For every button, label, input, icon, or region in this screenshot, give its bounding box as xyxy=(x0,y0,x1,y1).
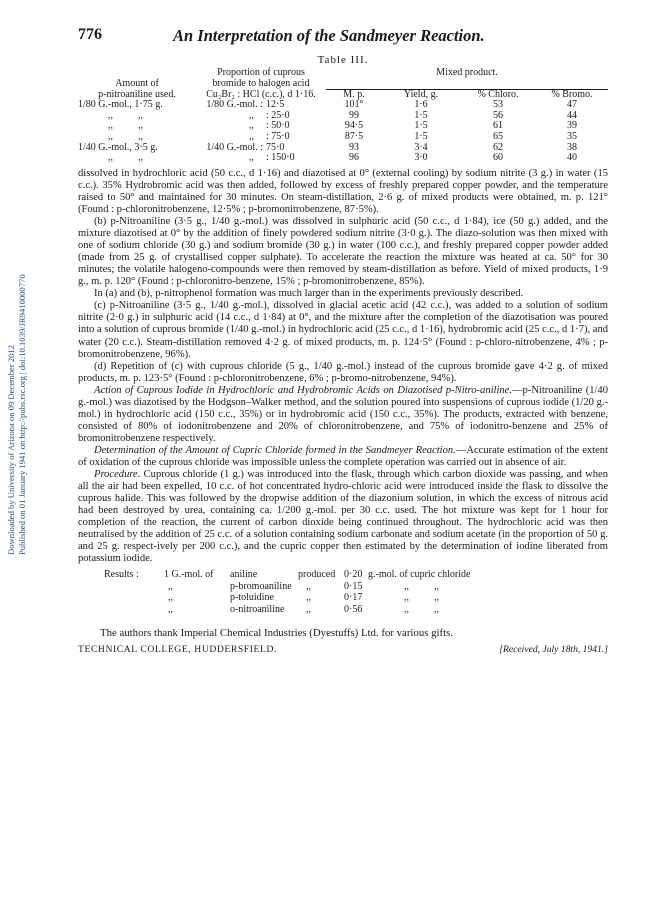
result-suffix: ,, ,, xyxy=(404,603,439,615)
cell-yield: 1·5 xyxy=(414,120,428,132)
cell-ratio: ,, xyxy=(249,152,254,164)
cell-mp: 101° xyxy=(344,99,364,111)
cell-bromo: 44 xyxy=(567,109,577,121)
cell-ratio: 1/80 G.-mol. : xyxy=(206,99,263,111)
result-verb: ,, xyxy=(306,580,311,592)
section-heading-cupric-chloride: Determination of the Amount of Cupric Chloride formed in the Sandmeyer Reaction. xyxy=(94,444,456,456)
paragraph-text: —p-Nitroaniline (1/40 g.-mol.) was diazotised by the Hodgson–Walker method, and the solution poured into suspensions of cuprous iodide (1/20 g.-mol.) in hydrochloric acid (150 c.c., 35%) or in hydrobromic acid (150 c.c., 35%). The products, extracted with benzene, consisted of 80% of iodonitrobenzene and 20% of chloronitrobenzene, and 75% of iodonitro-benzene and 25% of bromonitrobenzene respectively. xyxy=(78,384,608,444)
cell-chloro: 62 xyxy=(493,141,503,153)
table-caption: Table III. xyxy=(317,54,369,66)
cell-hcl: 75·0 xyxy=(266,141,285,153)
list-item xyxy=(104,569,608,581)
cell-amount: ,, ,, xyxy=(108,120,143,132)
cell-yield: 1·5 xyxy=(414,131,428,143)
results-label: Results : xyxy=(104,569,139,581)
paragraph-text: Cuprous chloride (1 g.) was introduced into the flask, through which carbon dioxide was passing, and when all the air had been expelled, 10 c.c. of hot concentrated hydro-chloric acid were introduced inside the flask to dissolve the cuprous halide. This was followed by the dropwise addition of the diazonium solution, in which the excess of nitrous acid had been destroyed by urea, containing ca. 1/200 g.-mol. per 30 c.c. used. The hot mixture was kept for 1 hour for completion of the reaction, the current of carbon dioxide being continued throughout. The hydrochloric acid was then neutralised by the addition of 25 c.c. of a solution containing sodium carbonate and sodium acetate (in the proportion of 50 g. and 25 g. respect-ively per 200 c.c.), and the cupric copper then estimated by the determination of iodine liberated from potassium iodide. xyxy=(78,469,608,565)
cell-mp: 99 xyxy=(349,109,359,121)
results-list xyxy=(104,569,608,615)
header-chloro: % Chloro. xyxy=(477,88,519,100)
header-proportion-1: Proportion of cuprous xyxy=(217,67,305,78)
cell-amount: ,, ,, xyxy=(108,109,143,121)
result-suffix: g.-mol. of cupric chloride xyxy=(368,569,471,581)
result-value: 0·56 xyxy=(344,603,363,615)
section-heading-cuprous-iodide: Action of Cuprous Iodide in Hydrochloric and Hydrobromic Acids on Diazotised p-Nitro-aniline. xyxy=(94,384,512,396)
results-table xyxy=(78,68,608,164)
table-row xyxy=(78,111,608,122)
cell-hcl: : 50·0 xyxy=(266,120,290,132)
paragraph-text: —Accurate estimation of the extent of oxidation of the cuprous chloride was impossible unless the complete operation was carried out in absence of air. xyxy=(78,444,609,468)
page-header xyxy=(78,26,608,46)
result-value: 0·15 xyxy=(344,580,363,592)
cell-hcl: 12·5 xyxy=(266,99,285,111)
paragraph-cupric-determination xyxy=(78,445,608,469)
header-amount-2: p-nitroaniline used. xyxy=(98,88,176,100)
header-yield: Yield, g. xyxy=(403,88,439,100)
cell-ratio: ,, xyxy=(249,109,254,121)
list-item xyxy=(104,581,608,593)
institution: TECHNICAL COLLEGE, HUDDERSFIELD. xyxy=(78,644,277,656)
table-row xyxy=(78,143,608,154)
cell-yield: 1·5 xyxy=(414,109,428,121)
cell-hcl: : 25·0 xyxy=(266,109,290,121)
cell-amount: ,, ,, xyxy=(108,131,143,143)
result-verb: ,, xyxy=(306,592,311,604)
header-proportion-2: bromide to halogen acid xyxy=(212,77,310,89)
paragraph-procedure xyxy=(78,469,608,565)
body-text xyxy=(78,168,608,566)
result-prefix: ,, xyxy=(168,592,173,604)
result-suffix: ,, ,, xyxy=(404,592,439,604)
cell-bromo: 35 xyxy=(567,131,577,143)
result-compound: o-nitroaniline xyxy=(230,603,285,615)
cell-ratio: ,, xyxy=(249,131,254,143)
cell-amount: ,, ,, xyxy=(108,152,143,164)
journal-page xyxy=(78,26,608,658)
paragraph-phenol-note: In (a) and (b), p-nitrophenol formation was much larger than in the experiments previously described. xyxy=(94,288,524,300)
cell-chloro: 60 xyxy=(493,152,503,164)
result-compound: p-bromoaniline xyxy=(230,580,292,592)
paragraph-a-continued: dissolved in hydrochloric acid (50 c.c., d 1·16) and diazotised at 0° (external cooling) by sodium nitrite (3 g.) in water (15 c.c.). 35% Hydrobromic acid was then added, followed by excess of freshly prepared copper powder, and the temperature raised to 50° and maintained for 30 minutes. On steam-distillation, 2·6 g. of mixed products were obtained, m. p. 121° (Found : p-chloronitrobenzene, 12·5% ; p-bromonitrobenzene, 87·5%). xyxy=(78,167,608,215)
table-row xyxy=(78,153,608,164)
cell-chloro: 61 xyxy=(493,120,503,132)
cell-ratio: 1/40 G.-mol. : xyxy=(206,141,263,153)
table-row xyxy=(78,121,608,132)
cell-yield: 3·0 xyxy=(414,152,428,164)
header-mp: M. p. xyxy=(343,88,365,100)
paragraph-cuprous-iodide xyxy=(78,385,608,445)
result-prefix: 1 G.-mol. of xyxy=(164,569,214,581)
cell-bromo: 39 xyxy=(567,120,577,132)
header-proportion-3: Cu₂Br₂ : HCl (c.c.), d 1·16. xyxy=(206,88,316,100)
section-heading-procedure: Procedure. xyxy=(94,469,141,481)
acknowledgement: The authors thank Imperial Chemical Industries (Dyestuffs) Ltd. for various gifts. xyxy=(100,627,454,640)
result-verb: ,, xyxy=(306,603,311,615)
result-value: 0·17 xyxy=(344,592,363,604)
cell-chloro: 65 xyxy=(493,131,503,143)
result-verb: produced xyxy=(298,569,336,581)
table-row xyxy=(78,100,608,111)
download-notice: Downloaded by University of Arizona on 09 December 2012 xyxy=(6,344,16,555)
page-number: 776 xyxy=(78,26,102,43)
cell-yield: 3·4 xyxy=(414,141,428,153)
cell-bromo: 40 xyxy=(567,152,577,164)
cell-hcl: : 75·0 xyxy=(266,131,290,143)
header-bromo: % Bromo. xyxy=(551,88,593,100)
result-prefix: ,, xyxy=(168,603,173,615)
header-mixed-product: Mixed product. xyxy=(436,67,498,78)
cell-chloro: 56 xyxy=(493,109,503,121)
result-value: 0·20 xyxy=(344,569,363,581)
header-amount-1: Amount of xyxy=(115,77,159,89)
running-title: An Interpretation of the Sandmeyer Reaction. xyxy=(173,26,485,45)
cell-mp: 87·5 xyxy=(344,131,364,143)
list-item xyxy=(104,604,608,616)
paragraph-d: (d) Repetition of (c) with cuprous chloride (5 g., 1/40 g.-mol.) instead of the cuprous bromide gave 4·2 g. of mixed products, m. p. 123·5° (Found : p-chloronitrobenzene, 6% ; p-bromo-nitrobenzene, 94%). xyxy=(78,360,608,384)
cell-amount: 1/80 G.-mol., 1·75 g. xyxy=(78,99,163,111)
list-item xyxy=(104,592,608,604)
cell-mp: 94·5 xyxy=(344,120,364,132)
cell-amount: 1/40 G.-mol., 3·5 g. xyxy=(78,141,158,153)
cell-bromo: 47 xyxy=(567,99,577,111)
result-compound: p-toluidine xyxy=(230,592,274,604)
paragraph-c: (c) p-Nitroaniline (3·5 g., 1/40 g.-mol.), dissolved in glacial acetic acid (42 c.c.), was added to a solution of sodium nitrite (2·0 g.) in sulphuric acid (14 c.c., d 1·84) at 0°, and the mixture after the completion of the diazotisation was poured into a solution of cuprous bromide (1/40 g.-mol.) in hydrochloric acid (25 c.c., d 1·16), hydrobromic acid (25 c.c., d 1·7), and water (20 c.c.). Steam-distillation removed 4·2 g. of mixed products, m. p. 124·5° (Found : p-chloro-nitrobenzene, 4% ; p-bromonitrobenzene, 96%). xyxy=(78,300,608,360)
page-footer xyxy=(78,644,608,658)
cell-bromo: 38 xyxy=(567,141,577,153)
cell-yield: 1·6 xyxy=(414,99,428,111)
publication-doi-notice[interactable]: Published on 01 January 1941 on http://pubs.rsc.org | doi:10.1039/JR9410000770 xyxy=(17,274,27,555)
cell-ratio: ,, xyxy=(249,120,254,132)
result-prefix: ,, xyxy=(168,580,173,592)
paragraph-b: (b) p-Nitroaniline (3·5 g., 1/40 g.-mol.) was dissolved in sulphuric acid (50 c.c., d 1·84), ice (50 g.) added, and the mixture diazotised at 0° by the addition of finely powdered sodium nitrite (3·0 g.). The diazo-solution was then mixed with one of sodium chloride (30 g.) and sodium bromide (30 g.) in water (100 c.c.), and freshly prepared copper powder added (made from 25 g. of crystallised copper sulphate). To accelerate the reaction the mixture was heated at ca. 50° for 30 minutes; the volatile halogeno-compounds were then removed by steam-distillation as before. Yield of mixed products, 1·9 g., m. p. 120° (Found : p-chloronitro-benzene, 15% ; p-bromonitrobenzene, 85%). xyxy=(78,216,608,288)
download-watermark xyxy=(2,175,28,555)
received-date: [Received, July 18th, 1941.] xyxy=(499,644,608,656)
result-suffix: ,, ,, xyxy=(404,580,439,592)
cell-hcl: : 150·0 xyxy=(266,152,295,164)
cell-chloro: 53 xyxy=(493,99,503,111)
cell-mp: 96 xyxy=(349,152,359,164)
cell-mp: 93 xyxy=(349,141,359,153)
result-compound: aniline xyxy=(230,569,258,581)
